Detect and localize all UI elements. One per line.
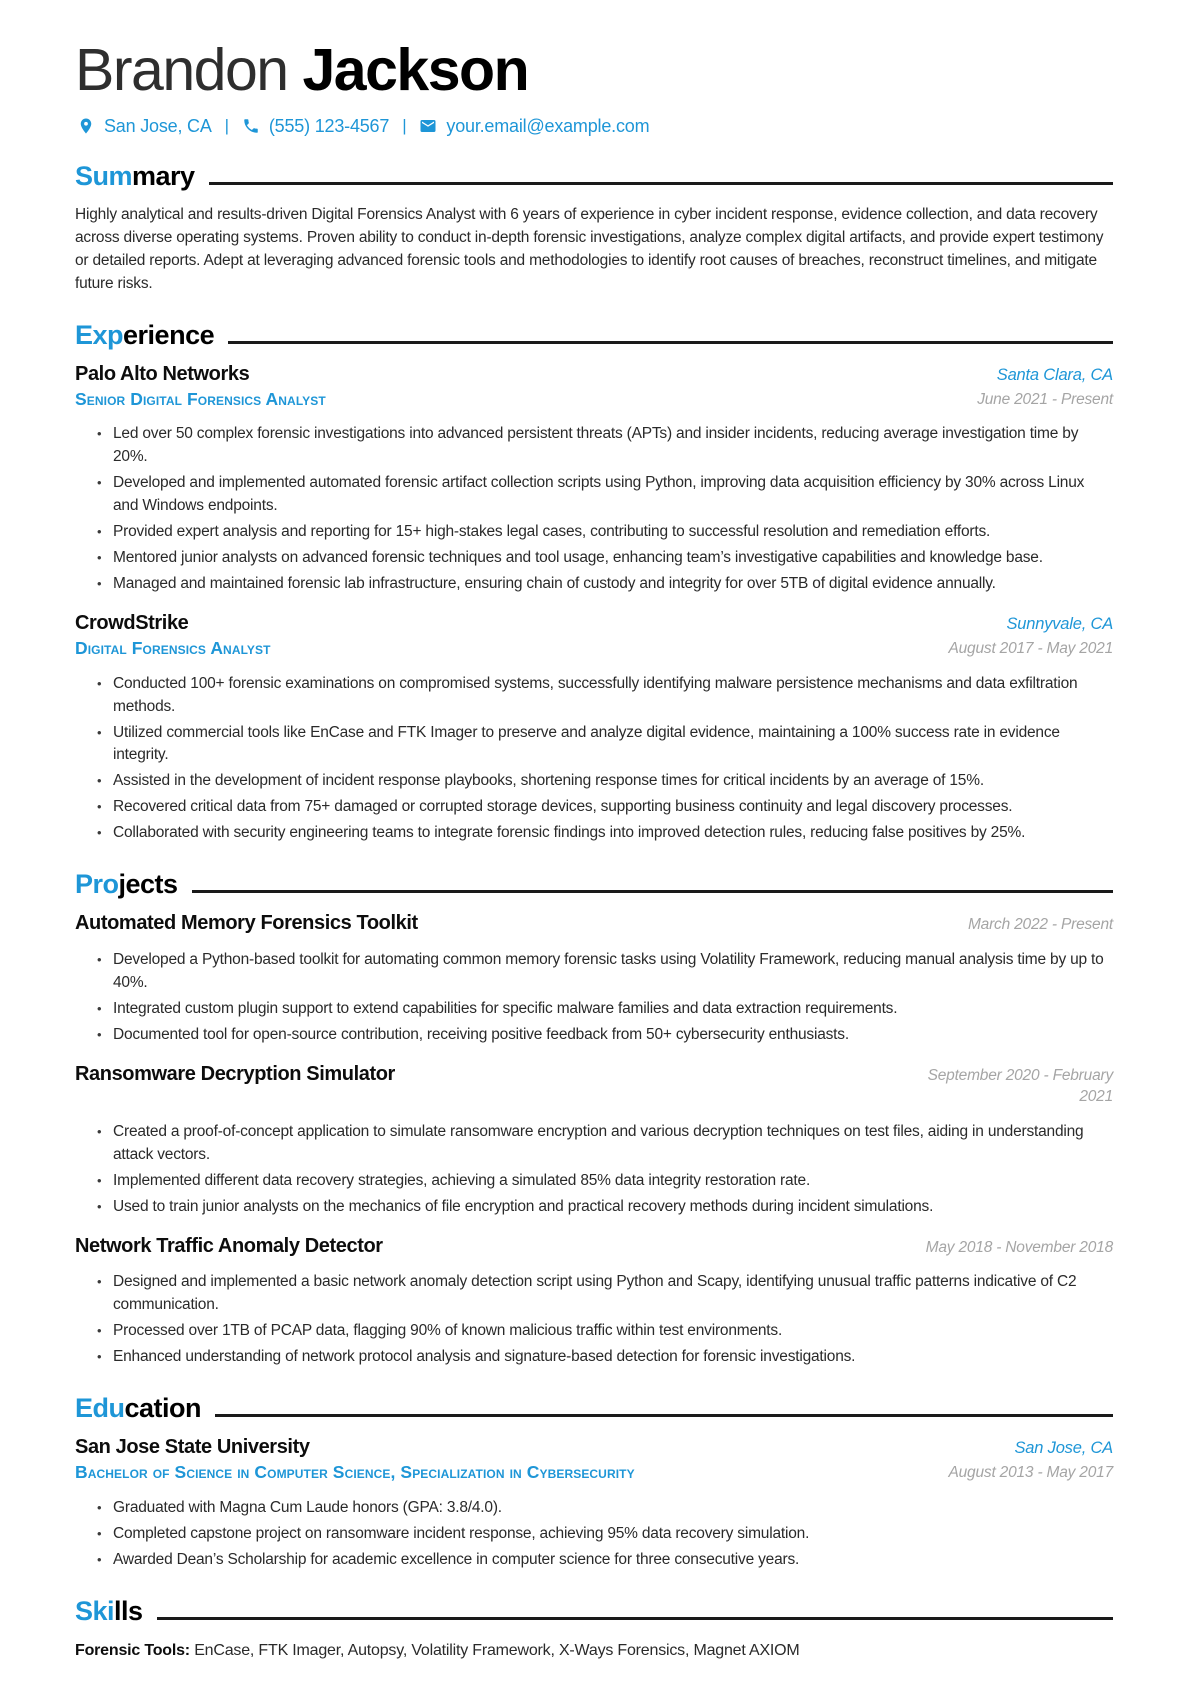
skills-heading bbox=[75, 1596, 1113, 1627]
project-name: Network Traffic Anomaly Detector bbox=[75, 1234, 383, 1257]
skills-category-line bbox=[75, 1639, 1113, 1663]
section-rule bbox=[157, 1617, 1113, 1620]
skills-category-value: EnCase, FTK Imager, Autopsy, Volatility Framework, X-Ways Forensics, Magnet AXIOM bbox=[194, 1641, 800, 1659]
bullet-item: • Developed and implemented automated forensic artifact collection scripts using Python, improving data acquisition efficiency by 30% across Linux and Windows endpoints. bbox=[97, 472, 1113, 518]
section-rule bbox=[228, 341, 1113, 344]
section-rule bbox=[192, 890, 1113, 893]
heading-accent: Ski bbox=[75, 1595, 115, 1626]
section-skills bbox=[75, 1596, 1113, 1663]
bullet-item: • Graduated with Magna Cum Laude honors (GPA: 3.8/4.0). bbox=[97, 1497, 1113, 1520]
education-entry bbox=[75, 1436, 1113, 1572]
section-experience bbox=[75, 320, 1113, 846]
bullet-item: • Collaborated with security engineering teams to integrate forensic findings into improved detection rules, reducing false positives by 25%. bbox=[97, 822, 1113, 845]
heading-accent: Pro bbox=[75, 869, 119, 900]
section-education bbox=[75, 1393, 1113, 1572]
heading-accent: Edu bbox=[75, 1393, 125, 1424]
contact-email bbox=[419, 116, 649, 137]
contact-separator: | bbox=[402, 116, 407, 136]
bullet-list bbox=[75, 673, 1113, 846]
bullet-item: • Implemented different data recovery strategies, achieving a simulated 85% data integrity restoration rate. bbox=[97, 1170, 1113, 1193]
company-location: Santa Clara, CA bbox=[996, 365, 1113, 384]
projects-heading bbox=[75, 869, 1113, 900]
bullet-item: • Processed over 1TB of PCAP data, flagging 90% of known malicious traffic within test environments. bbox=[97, 1320, 1113, 1343]
company-location: Sunnyvale, CA bbox=[1006, 614, 1113, 633]
bullet-item: • Completed capstone project on ransomware incident response, achieving 95% data recovery simulation. bbox=[97, 1523, 1113, 1546]
location-pin-icon bbox=[77, 117, 95, 135]
bullet-item: • Recovered critical data from 75+ damaged or corrupted storage devices, supporting business continuity and legal discovery processes. bbox=[97, 796, 1113, 819]
candidate-name bbox=[75, 37, 1113, 103]
contact-separator: | bbox=[224, 116, 229, 136]
heading-accent: Sum bbox=[75, 160, 133, 191]
bullet-item: • Conducted 100+ forensic examinations on compromised systems, successfully identifying malware persistence mechanisms and data exfiltration methods. bbox=[97, 673, 1113, 719]
entry-subheader-row bbox=[75, 638, 1113, 660]
bullet-list bbox=[75, 949, 1113, 1047]
bullet-item: • Provided expert analysis and reporting for 15+ high-stakes legal cases, contributing to successful resolution and remediation efforts. bbox=[97, 521, 1113, 544]
bullet-item: • Led over 50 complex forensic investigations into advanced persistent threats (APTs) and insider incidents, reducing average investigation time by 20%. bbox=[97, 423, 1113, 469]
company-name: CrowdStrike bbox=[75, 611, 189, 634]
project-entry bbox=[75, 912, 1113, 1046]
school-location: San Jose, CA bbox=[1014, 1439, 1113, 1458]
degree-title: Bachelor of Science in Computer Science, Specialization in Cybersecurity bbox=[75, 1462, 635, 1483]
bullet-item: • Documented tool for open-source contribution, receiving positive feedback from 50+ cybersecurity enthusiasts. bbox=[97, 1024, 1113, 1047]
bullet-item: • Designed and implemented a basic network anomaly detection script using Python and Scapy, identifying unusual traffic patterns indicative of C2 communication. bbox=[97, 1271, 1113, 1317]
heading-rest: cation bbox=[124, 1393, 202, 1424]
section-summary bbox=[75, 161, 1113, 296]
entry-header-row bbox=[75, 1063, 1113, 1108]
entry-header-row bbox=[75, 363, 1113, 386]
experience-heading bbox=[75, 320, 1113, 351]
project-dates: May 2018 - November 2018 bbox=[925, 1238, 1113, 1256]
entry-header-row bbox=[75, 912, 1113, 936]
project-entry bbox=[75, 1063, 1113, 1219]
project-name: Automated Memory Forensics Toolkit bbox=[75, 912, 418, 935]
first-name: Brandon bbox=[75, 37, 288, 103]
heading-rest: jects bbox=[118, 869, 178, 900]
experience-entry bbox=[75, 612, 1113, 845]
bullet-list bbox=[75, 1497, 1113, 1572]
company-name: Palo Alto Networks bbox=[75, 362, 250, 385]
bullet-item: • Developed a Python-based toolkit for automating common memory forensic tasks using Volatility Framework, reducing manual analysis time by up to 40%. bbox=[97, 949, 1113, 995]
bullet-item: • Used to train junior analysts on the mechanics of file encryption and practical recovery methods during incident simulations. bbox=[97, 1196, 1113, 1219]
bullet-list bbox=[75, 1271, 1113, 1369]
location-text: San Jose, CA bbox=[104, 115, 212, 136]
bullet-list bbox=[75, 1121, 1113, 1219]
bullet-item: • Created a proof-of-concept application to simulate ransomware encryption and various decryption techniques on test files, aiding in understanding attack vectors. bbox=[97, 1121, 1113, 1167]
job-title: Digital Forensics Analyst bbox=[75, 637, 271, 658]
job-title: Senior Digital Forensics Analyst bbox=[75, 388, 326, 409]
contact-row bbox=[77, 116, 1113, 137]
contact-phone bbox=[242, 116, 389, 137]
last-name: Jackson bbox=[302, 37, 529, 103]
heading-rest: lls bbox=[114, 1595, 143, 1626]
project-entry bbox=[75, 1235, 1113, 1369]
bullet-item: • Integrated custom plugin support to extend capabilities for specific malware families and data extraction requirements. bbox=[97, 998, 1113, 1021]
phone-icon bbox=[242, 117, 260, 135]
bullet-item: • Awarded Dean’s Scholarship for academic excellence in computer science for three consecutive years. bbox=[97, 1549, 1113, 1572]
heading-rest: erience bbox=[123, 319, 215, 350]
email-text: your.email@example.com bbox=[446, 115, 650, 136]
phone-text: (555) 123-4567 bbox=[268, 115, 390, 136]
heading-rest: mary bbox=[132, 160, 195, 191]
summary-heading bbox=[75, 161, 1113, 192]
experience-entry bbox=[75, 363, 1113, 596]
bullet-item: • Utilized commercial tools like EnCase and FTK Imager to preserve and analyze digital evidence, maintaining a 100% success rate in evidence integrity. bbox=[97, 722, 1113, 768]
education-dates: August 2013 - May 2017 bbox=[948, 1464, 1113, 1482]
entry-header-row bbox=[75, 612, 1113, 635]
job-dates: August 2017 - May 2021 bbox=[948, 639, 1113, 657]
skills-category-label: Forensic Tools: bbox=[75, 1641, 190, 1659]
email-envelope-icon bbox=[419, 117, 437, 135]
project-name: Ransomware Decryption Simulator bbox=[75, 1062, 395, 1085]
education-heading bbox=[75, 1393, 1113, 1424]
entry-header-row bbox=[75, 1436, 1113, 1459]
school-name: San Jose State University bbox=[75, 1436, 310, 1459]
section-projects bbox=[75, 869, 1113, 1369]
bullet-item: • Assisted in the development of incident response playbooks, shortening response times for critical incidents by an average of 15%. bbox=[97, 770, 1113, 793]
heading-accent: Exp bbox=[75, 319, 124, 350]
job-dates: June 2021 - Present bbox=[977, 390, 1113, 408]
project-dates: September 2020 - February 2021 bbox=[927, 1066, 1113, 1106]
bullet-list bbox=[75, 423, 1113, 596]
entry-subheader-row bbox=[75, 389, 1113, 411]
contact-location bbox=[77, 116, 212, 137]
section-rule bbox=[215, 1414, 1113, 1417]
entry-subheader-row bbox=[75, 1462, 1113, 1484]
bullet-item: • Mentored junior analysts on advanced forensic techniques and tool usage, enhancing team’s investigative capabilities and knowledge base. bbox=[97, 547, 1113, 570]
bullet-item: • Managed and maintained forensic lab infrastructure, ensuring chain of custody and integrity for over 5TB of digital evidence annually. bbox=[97, 573, 1113, 596]
entry-header-row bbox=[75, 1235, 1113, 1259]
section-rule bbox=[209, 182, 1113, 185]
project-dates: March 2022 - Present bbox=[967, 916, 1113, 934]
bullet-item: • Enhanced understanding of network protocol analysis and signature-based detection for forensic investigations. bbox=[97, 1346, 1113, 1369]
summary-text: Highly analytical and results-driven Digital Forensics Analyst with 6 years of experience in cyber incident response, evidence collection, and data recovery across diverse operating systems. Proven ability to conduct in-depth forensic investigations, analyze complex digital artifacts, and provide expert testimony or detailed reports. Adept at leveraging advanced forensic tools and methodologies to identify root causes of breaches, reconstruct timelines, and mitigate future risks. bbox=[75, 205, 1104, 292]
resume-header bbox=[75, 37, 1113, 137]
